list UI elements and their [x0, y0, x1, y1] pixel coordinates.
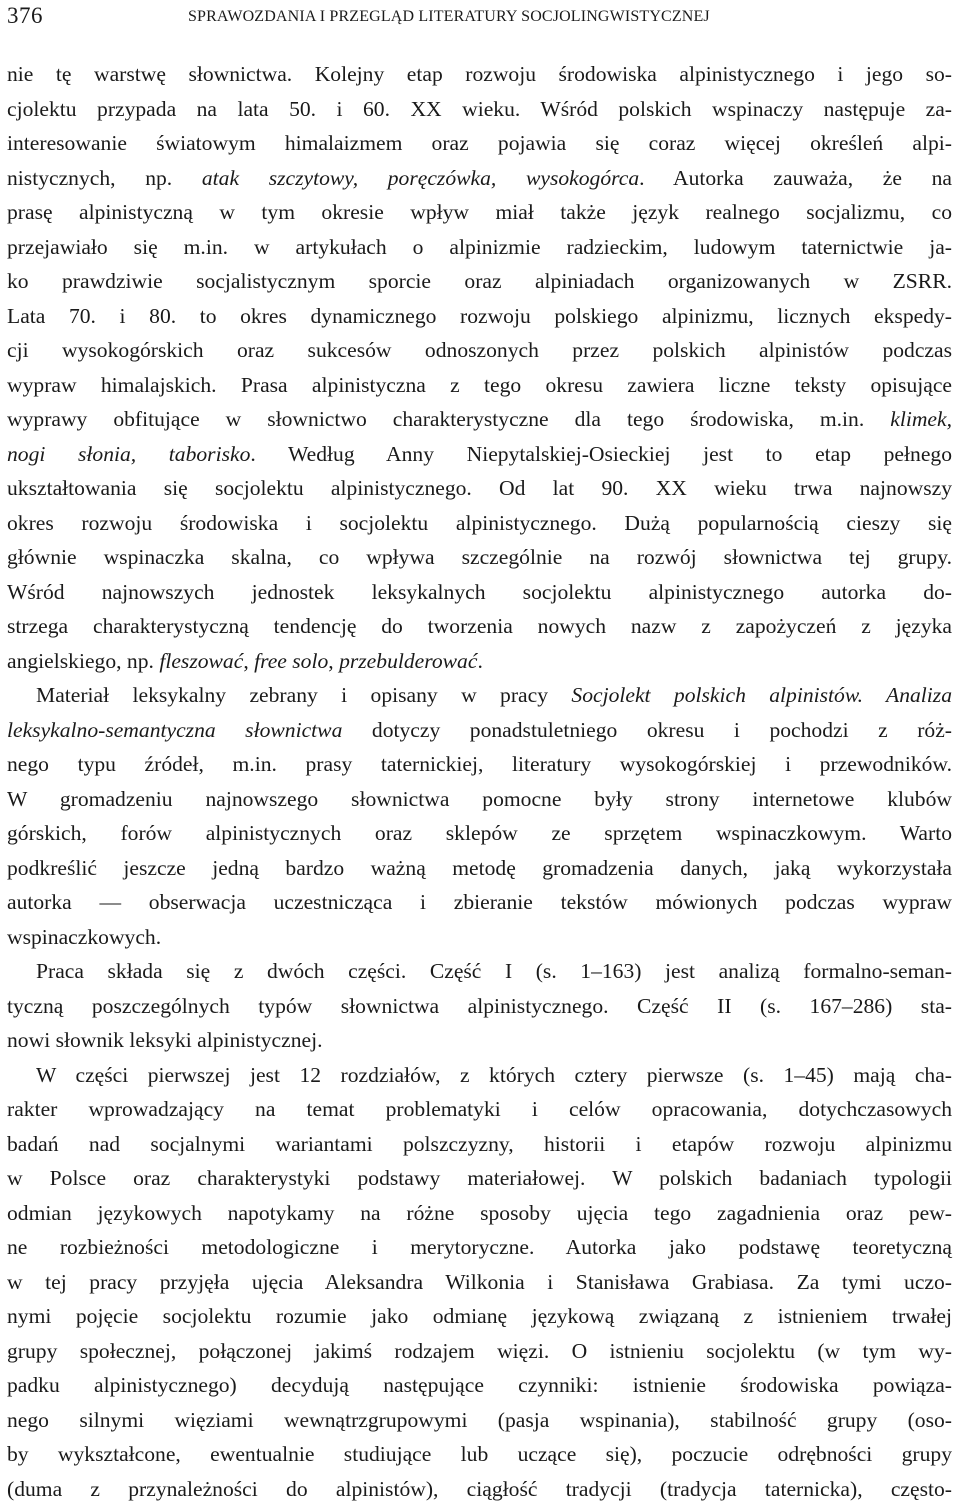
text-line [7, 161, 952, 196]
text-run: . Według Anny Niepytalskiej-Osieckiej jest to etap pełnego [250, 442, 952, 466]
text-line [7, 230, 952, 265]
text-run: padku alpinistycznego) decydują następujące czynniki: istnienie środowiska powiąza- [7, 1373, 952, 1397]
text-line [7, 540, 952, 575]
text-run: nie tę warstwę słownictwa. Kolejny etap rozwoju środowiska alpinistycznego i jego so- [7, 62, 952, 86]
text-run: wyprawy obfitujące w słownictwo charakterystyczne dla tego środowiska, m.in. [7, 407, 890, 431]
text-run: nymi pojęcie socjolektu rozumie jako odmianę językową związaną z istnieniem trwałej [7, 1304, 952, 1328]
text-line [7, 747, 952, 782]
text-run: głównie wspinaczka skalna, co wpływa szczególnie na rozwój słownictwa tej grupy. [7, 545, 952, 569]
text-run: autorka — obserwacja uczestnicząca i zbieranie tekstów mówionych podczas wypraw [7, 890, 952, 914]
page [7, 0, 952, 36]
text-run: (duma z przynależności do alpinistów), ciągłość tradycji (tradycja taternicka), często- [7, 1477, 952, 1501]
text-line [7, 1299, 952, 1334]
text-line [7, 1334, 952, 1369]
italic-text: leksykalno-semantyczna słownictwa [7, 718, 342, 742]
text-run: W części pierwszej jest 12 rozdziałów, z których cztery pierwsze (s. 1–45) mają cha- [36, 1063, 952, 1087]
text-line [7, 126, 952, 161]
text-line [7, 437, 952, 472]
text-run: nego typu źródeł, m.in. prasy taternickiej, literatury wysokogórskiej i przewodników. [7, 752, 952, 776]
text-run: Lata 70. i 80. to okres dynamicznego rozwoju polskiego alpinizmu, licznych ekspedy- [7, 304, 952, 328]
italic-text: free solo [254, 649, 328, 673]
text-run: ne rozbieżności metodologiczne i merytoryczne. Autorka jako podstawę teoretyczną [7, 1235, 952, 1259]
page-header [7, 0, 952, 36]
text-line [7, 1196, 952, 1231]
text-run: w tej pracy przyjęła ujęcia Aleksandra Wilkonia i Stanisława Grabiasa. Za tymi uczo- [7, 1270, 952, 1294]
text-run: nego silnymi więziami wewnątrzgrupowymi (pasja wspinania), stabilność grupy (oso- [7, 1408, 952, 1432]
text-line [7, 954, 952, 989]
text-line [7, 989, 952, 1024]
text-run: wypraw himalajskich. Prasa alpinistyczna z tego okresu zawiera liczne teksty opisujące [7, 373, 952, 397]
text-line [7, 1472, 952, 1506]
text-line [7, 333, 952, 368]
text-line [7, 402, 952, 437]
text-line [7, 1127, 952, 1162]
text-line [7, 195, 952, 230]
italic-text: Socjolekt polskich alpinistów. Analiza [571, 683, 952, 707]
text-line [7, 264, 952, 299]
italic-text: przebulderować [339, 649, 477, 673]
text-run: Wśród najnowszych jednostek leksykalnych socjolektu alpinistycznego autorka do- [7, 580, 952, 604]
text-line [7, 1058, 952, 1093]
text-run: cji wysokogórskich oraz sukcesów odnoszonych przez polskich alpinistów podczas [7, 338, 952, 362]
body-text [7, 57, 952, 1506]
text-run: ukształtowania się socjolektu alpinistycznego. Od lat 90. XX wieku trwa najnowszy [7, 476, 952, 500]
text-line [7, 1230, 952, 1265]
running-head: SPRAWOZDANIA I PRZEGLĄD LITERATURY SOCJOLINGWISTYCZNEJ [188, 8, 710, 26]
text-run: prasę alpinistyczną w tym okresie wpływ miał także język realnego socjalizmu, co [7, 200, 952, 224]
text-run: . Autorka zauważa, że na [639, 166, 952, 190]
text-line [7, 816, 952, 851]
text-run: odmian językowych napotykamy na różne sposoby ujęcia tego zagadnienia oraz pew- [7, 1201, 952, 1225]
text-line [7, 1368, 952, 1403]
text-line [7, 1023, 952, 1058]
italic-text: fleszować [159, 649, 243, 673]
text-line [7, 644, 952, 679]
text-run: W gromadzeniu najnowszego słownictwa pomocne były strony internetowe klubów [7, 787, 952, 811]
text-line [7, 368, 952, 403]
text-line [7, 851, 952, 886]
text-line [7, 506, 952, 541]
text-run: interesowanie światowym himalaizmem oraz pojawia się coraz więcej określeń alpi- [7, 131, 952, 155]
text-run: ko prawdziwie socjalistycznym sporcie oraz alpiniadach organizowanych w ZSRR. [7, 269, 952, 293]
text-run: dotyczy ponadstuletniego okresu i pochodzi z róż- [342, 718, 952, 742]
text-line [7, 885, 952, 920]
italic-text: nogi słonia, taborisko [7, 442, 250, 466]
text-run: okres rozwoju środowiska i socjolektu alpinistycznego. Dużą popularnością cieszy się [7, 511, 952, 535]
text-line [7, 1161, 952, 1196]
text-line [7, 1403, 952, 1438]
text-run: , [328, 649, 339, 673]
text-run: rakter wprowadzający na temat problematyki i celów opracowania, dotychczasowych [7, 1097, 952, 1121]
text-run: nowi słownik leksyki alpinistycznej. [7, 1028, 322, 1052]
text-run: Praca składa się z dwóch części. Część I (s. 1–163) jest analizą formalno-seman- [36, 959, 952, 983]
text-run: w Polsce oraz charakterystyki podstawy materiałowej. W polskich badaniach typologii [7, 1166, 952, 1190]
text-run: badań nad socjalnymi wariantami polszczyzny, historii i etapów rozwoju alpinizmu [7, 1132, 952, 1156]
text-run: górskich, forów alpinistycznych oraz sklepów ze sprzętem wspinaczkowym. Warto [7, 821, 952, 845]
page-number: 376 [7, 3, 43, 29]
text-run: strzega charakterystyczną tendencję do tworzenia nowych nazw z zapożyczeń z języka [7, 614, 952, 638]
text-run: podkreślić jeszcze jedną bardzo ważną metodę gromadzenia danych, jaką wykorzystała [7, 856, 952, 880]
italic-text: klimek, [890, 407, 952, 431]
text-line [7, 471, 952, 506]
text-line [7, 1265, 952, 1300]
text-run: Materiał leksykalny zebrany i opisany w pracy [36, 683, 571, 707]
text-run: wspinaczkowych. [7, 925, 161, 949]
text-line [7, 920, 952, 955]
text-run: . [477, 649, 482, 673]
text-run: cjolektu przypada na lata 50. i 60. XX wieku. Wśród polskich wspinaczy następuje za- [7, 97, 952, 121]
text-line [7, 1092, 952, 1127]
text-line [7, 782, 952, 817]
text-run: by wykształcone, ewentualnie studiujące lub uczące się), poczucie odrębności grupy [7, 1442, 952, 1466]
text-run: przejawiało się m.in. w artykułach o alpinizmie radzieckim, ludowym taternictwie ja- [7, 235, 952, 259]
text-line [7, 299, 952, 334]
text-run: tyczną poszczególnych typów słownictwa alpinistycznego. Część II (s. 167–286) sta- [7, 994, 952, 1018]
text-line [7, 678, 952, 713]
italic-text: atak szczytowy, poręczówka, wysokogórca [202, 166, 639, 190]
text-line [7, 609, 952, 644]
text-line [7, 1437, 952, 1472]
text-line [7, 92, 952, 127]
text-line [7, 57, 952, 92]
text-run: angielskiego, np. [7, 649, 159, 673]
text-line [7, 713, 952, 748]
text-run: grupy społecznej, połączonej jakimś rodzajem więzi. O istnieniu socjolektu (w tym wy- [7, 1339, 952, 1363]
text-run: , [243, 649, 254, 673]
text-line [7, 575, 952, 610]
text-run: nistycznych, np. [7, 166, 202, 190]
